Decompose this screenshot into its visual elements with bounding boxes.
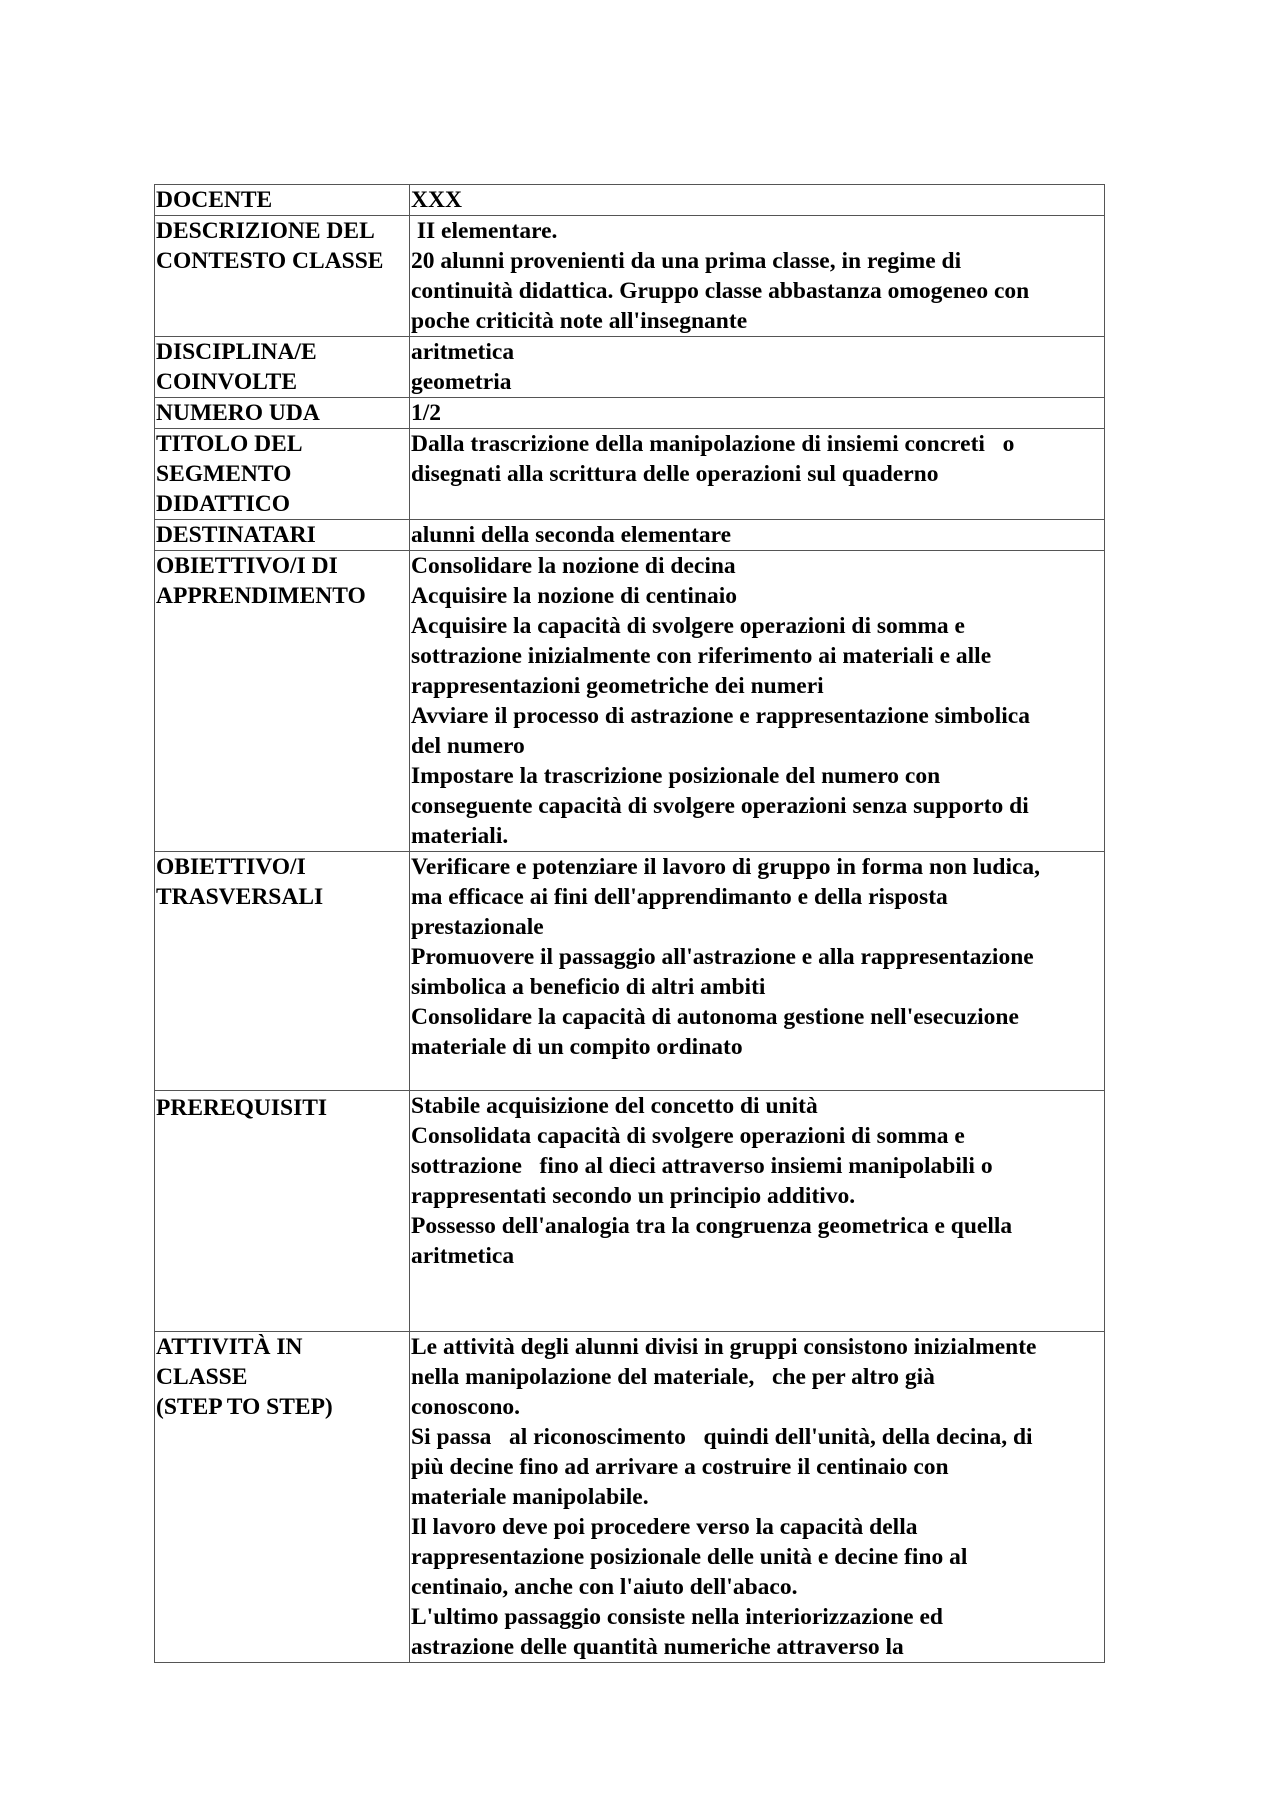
label-line: NUMERO UDA (156, 400, 320, 426)
label-cell (155, 852, 410, 1091)
content-line: Stabile acquisizione del concetto di unità (411, 1093, 818, 1119)
content-line: rappresentazione posizionale delle unità e decine fino al (411, 1544, 968, 1570)
label-line: DIDATTICO (156, 491, 291, 517)
content-cell (410, 1332, 1105, 1663)
row-descrizione-contesto (155, 216, 1105, 337)
content-cell (410, 216, 1105, 337)
label-cell (155, 398, 410, 429)
content-line: Impostare la trascrizione posizionale del numero con (411, 763, 941, 789)
label-line: CONTESTO CLASSE (156, 248, 384, 274)
label-cell (155, 429, 410, 520)
label-line: CLASSE (156, 1364, 248, 1390)
content-line: simbolica a beneficio di altri ambiti (411, 974, 766, 1000)
content-line: L'ultimo passaggio consiste nella interiorizzazione ed (411, 1604, 943, 1630)
row-obiettivi-apprendimento (155, 551, 1105, 852)
content-cell (410, 1091, 1105, 1332)
content-line: Possesso dell'analogia tra la congruenza geometrica e quella (411, 1213, 1013, 1239)
content-cell (410, 398, 1105, 429)
label-line: DESTINATARI (156, 522, 316, 548)
content-line: Verificare e potenziare il lavoro di gruppo in forma non ludica, (411, 854, 1041, 880)
content-line: più decine fino ad arrivare a costruire il centinaio con (411, 1454, 949, 1480)
content-line: nella manipolazione del materiale, che per altro già (411, 1364, 935, 1390)
content-line: ma efficace ai fini dell'apprendimanto e della risposta (411, 884, 948, 910)
label-line: DISCIPLINA/E (156, 339, 317, 365)
label-line: TRASVERSALI (156, 884, 324, 910)
content-line: 1/2 (411, 400, 442, 426)
row-prerequisiti (155, 1091, 1105, 1332)
content-line: disegnati alla scrittura delle operazioni sul quaderno (411, 461, 939, 487)
content-line: sottrazione fino al dieci attraverso insiemi manipolabili o (411, 1153, 993, 1179)
content-line: Dalla trascrizione della manipolazione di insiemi concreti o (411, 431, 1015, 457)
label-line: COINVOLTE (156, 369, 298, 395)
content-line: continuità didattica. Gruppo classe abbastanza omogeneo con (411, 278, 1030, 304)
uda-table-body (155, 185, 1105, 1663)
content-line: conoscono. (411, 1394, 521, 1420)
content-line: prestazionale (411, 914, 544, 940)
content-line: 20 alunni provenienti da una prima classe, in regime di (411, 248, 962, 274)
content-line: rappresentati secondo un principio additivo. (411, 1183, 856, 1209)
content-line: alunni della seconda elementare (411, 522, 732, 548)
content-line: materiale manipolabile. (411, 1484, 649, 1510)
row-obiettivi-trasversali (155, 852, 1105, 1091)
label-cell (155, 337, 410, 398)
content-line: II elementare. (411, 218, 558, 244)
content-line: Promuovere il passaggio all'astrazione e alla rappresentazione (411, 944, 1034, 970)
content-line: del numero (411, 733, 525, 759)
content-cell (410, 852, 1105, 1091)
content-cell (410, 429, 1105, 520)
content-line: geometria (411, 369, 512, 395)
content-cell (410, 185, 1105, 216)
label-cell (155, 185, 410, 216)
label-line: DESCRIZIONE DEL (156, 218, 375, 244)
row-discipline (155, 337, 1105, 398)
label-line: TITOLO DEL (156, 431, 303, 457)
content-line: Avviare il processo di astrazione e rappresentazione simbolica (411, 703, 1030, 729)
content-line: Consolidare la nozione di decina (411, 553, 736, 579)
content-line: aritmetica (411, 1243, 515, 1269)
content-line: Le attività degli alunni divisi in gruppi consistono inizialmente (411, 1334, 1037, 1360)
row-attivita-in-classe (155, 1332, 1105, 1663)
content-line: Consolidare la capacità di autonoma gestione nell'esecuzione (411, 1004, 1019, 1030)
label-line: OBIETTIVO/I (156, 854, 306, 880)
label-line: DOCENTE (156, 187, 273, 213)
uda-table (154, 184, 1105, 1663)
content-cell (410, 337, 1105, 398)
row-numero-uda (155, 398, 1105, 429)
label-line: (STEP TO STEP) (156, 1394, 333, 1420)
row-destinatari (155, 520, 1105, 551)
content-line: Si passa al riconoscimento quindi dell'unità, della decina, di (411, 1424, 1033, 1450)
content-cell (410, 520, 1105, 551)
label-line: OBIETTIVO/I DI (156, 553, 338, 579)
content-line: centinaio, anche con l'aiuto dell'abaco. (411, 1574, 798, 1600)
label-line: APPRENDIMENTO (156, 583, 366, 609)
content-line: Il lavoro deve poi procedere verso la capacità della (411, 1514, 918, 1540)
content-line: XXX (411, 187, 462, 213)
label-line: PREREQUISITI (156, 1095, 328, 1121)
label-cell (155, 1332, 410, 1663)
content-line: Consolidata capacità di svolgere operazioni di somma e (411, 1123, 965, 1149)
content-line: Acquisire la nozione di centinaio (411, 583, 737, 609)
content-line: sottrazione inizialmente con riferimento ai materiali e alle (411, 643, 992, 669)
content-line: aritmetica (411, 339, 515, 365)
label-line: ATTIVITÀ IN (156, 1334, 303, 1360)
content-line: conseguente capacità di svolgere operazioni senza supporto di (411, 793, 1029, 819)
content-line: poche criticità note all'insegnante (411, 308, 748, 334)
label-cell (155, 1091, 410, 1332)
label-line: SEGMENTO (156, 461, 292, 487)
content-line: Acquisire la capacità di svolgere operazioni di somma e (411, 613, 965, 639)
content-cell (410, 551, 1105, 852)
row-titolo-segmento (155, 429, 1105, 520)
content-line: astrazione delle quantità numeriche attraverso la (411, 1634, 904, 1660)
label-cell (155, 551, 410, 852)
label-cell (155, 520, 410, 551)
content-line: materiali. (411, 823, 509, 849)
row-docente (155, 185, 1105, 216)
content-line: rappresentazioni geometriche dei numeri (411, 673, 824, 699)
content-line: materiale di un compito ordinato (411, 1034, 743, 1060)
label-cell (155, 216, 410, 337)
